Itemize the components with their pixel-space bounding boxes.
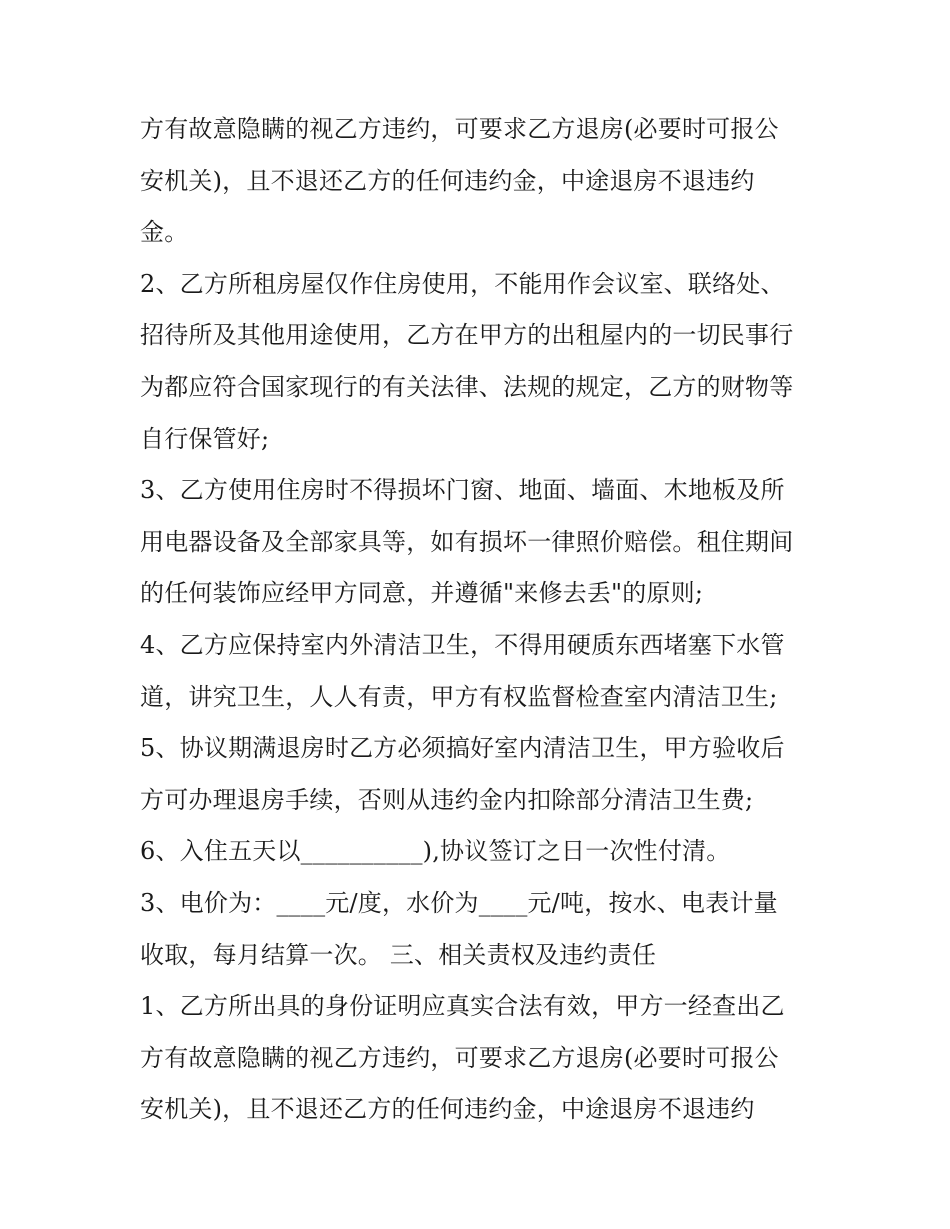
text-line: 2、乙方所租房屋仅作住房使用，不能用作会议室、联络处、 — [140, 269, 785, 298]
text-line: 安机关)，且不退还乙方的任何违约金，中途退房不退违约 — [140, 1095, 755, 1124]
text-line: 5、协议期满退房时乙方必须搞好室内清洁卫生，甲方验收后 — [140, 734, 785, 763]
text-line: 3、电价为：____元/度，水价为____元/吨，按水、电表计量 — [140, 888, 778, 917]
text-line: 4、乙方应保持室内外清洁卫生，不得用硬质东西堵塞下水管 — [140, 630, 785, 659]
text-line: 方有故意隐瞒的视乙方违约，可要求乙方退房(必要时可报公 — [140, 115, 779, 143]
text-line: 用电器设备及全部家具等，如有损坏一律照价赔偿。租住期间 — [140, 527, 794, 556]
text-line: 方可办理退房手续，否则从违约金内扣除部分清洁卫生费; — [140, 785, 754, 814]
text-line: 自行保管好; — [140, 424, 270, 453]
text-line: 为都应符合国家现行的有关法律、法规的规定，乙方的财物等 — [140, 372, 794, 401]
text-line: 道，讲究卫生，人人有责，甲方有权监督检查室内清洁卫生; — [140, 682, 778, 711]
text-line: 6、入住五天以__________),协议签订之日一次性付清。 — [140, 837, 731, 866]
text-line: 3、乙方使用住房时不得损坏门窗、地面、墙面、木地板及所 — [140, 476, 785, 505]
text-line: 1、乙方所出具的身份证明应真实合法有效，甲方一经查出乙 — [140, 992, 785, 1021]
text-line: 方有故意隐瞒的视乙方违约，可要求乙方退房(必要时可报公 — [140, 1043, 779, 1072]
text-line: 安机关)，且不退还乙方的任何违约金，中途退房不退违约 — [140, 166, 755, 195]
document-body — [140, 104, 820, 1136]
text-line: 金。 — [140, 218, 189, 247]
text-line: 收取，每月结算一次。 三、相关责权及违约责任 — [140, 940, 657, 969]
text-line: 招待所及其他用途使用，乙方在甲方的出租屋内的一切民事行 — [140, 321, 794, 350]
text-line: 的任何装饰应经甲方同意，并遵循"来修去丢"的原则; — [140, 579, 704, 608]
